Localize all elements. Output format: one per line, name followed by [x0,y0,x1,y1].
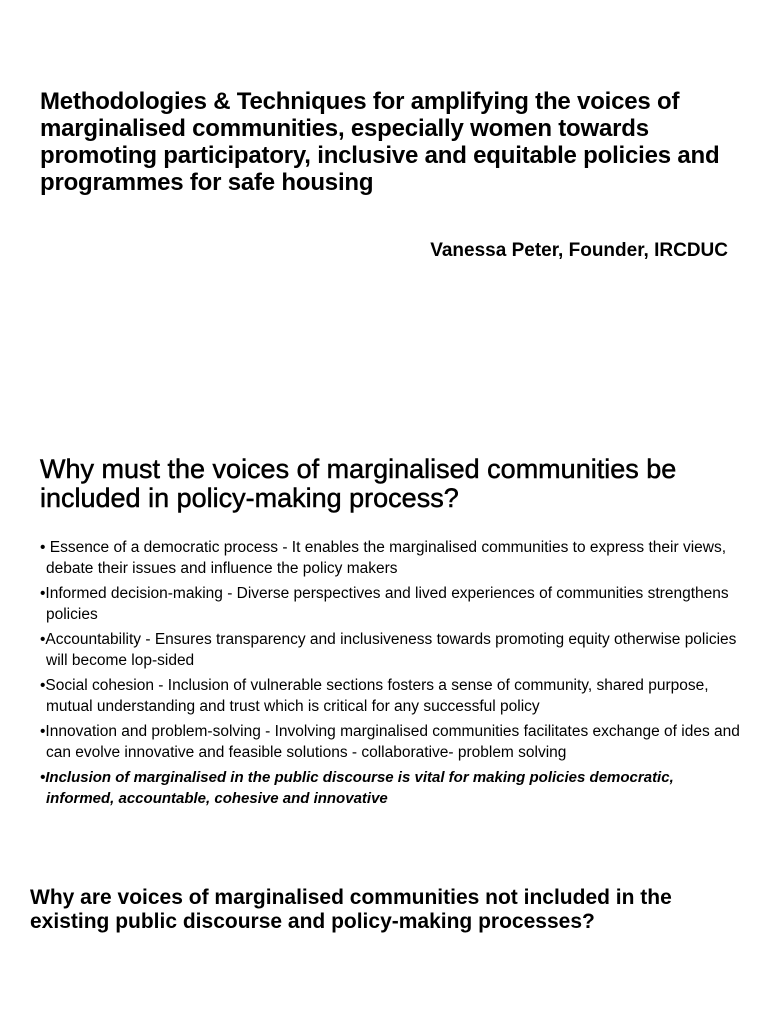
bullet-conclusion: •Inclusion of marginalised in the public discourse is vital for making policies democratic, informed, accountable, cohesive and innovative [40,769,674,807]
bullet-accountability: •Accountability - Ensures transparency and inclusiveness towards promoting equity otherwise policies will become lop-sided [40,631,737,669]
bullet-list [40,537,740,813]
bullet-social-cohesion: •Social cohesion - Inclusion of vulnerable sections fosters a sense of community, shared purpose, mutual understanding and trust which is critical for any successful policy [40,677,709,715]
section-heading-why-included: Why must the voices of marginalised communities be included in policy-making process? [40,454,677,513]
document-title: Methodologies & Techniques for amplifying the voices of marginalised communities, especially women towards promoting participatory, inclusive and equitable policies and programmes for safe housing [40,88,720,196]
bullet-informed-decision: •Informed decision-making - Diverse perspectives and lived experiences of communities strengthens policies [40,585,729,623]
bullet-democratic-process: • Essence of a democratic process - It enables the marginalised communities to express their views, debate their issues and influence the policy makers [40,539,727,577]
author-line: Vanessa Peter, Founder, IRCDUC [430,240,728,261]
bullet-innovation: •Innovation and problem-solving - Involving marginalised communities facilitates exchange of ides and can evolve innovative and feasible solutions - collaborative- problem solving [40,723,740,761]
section-heading-why-not-included: Why are voices of marginalised communities not included in the existing public discourse and policy-making processes? [30,886,672,933]
